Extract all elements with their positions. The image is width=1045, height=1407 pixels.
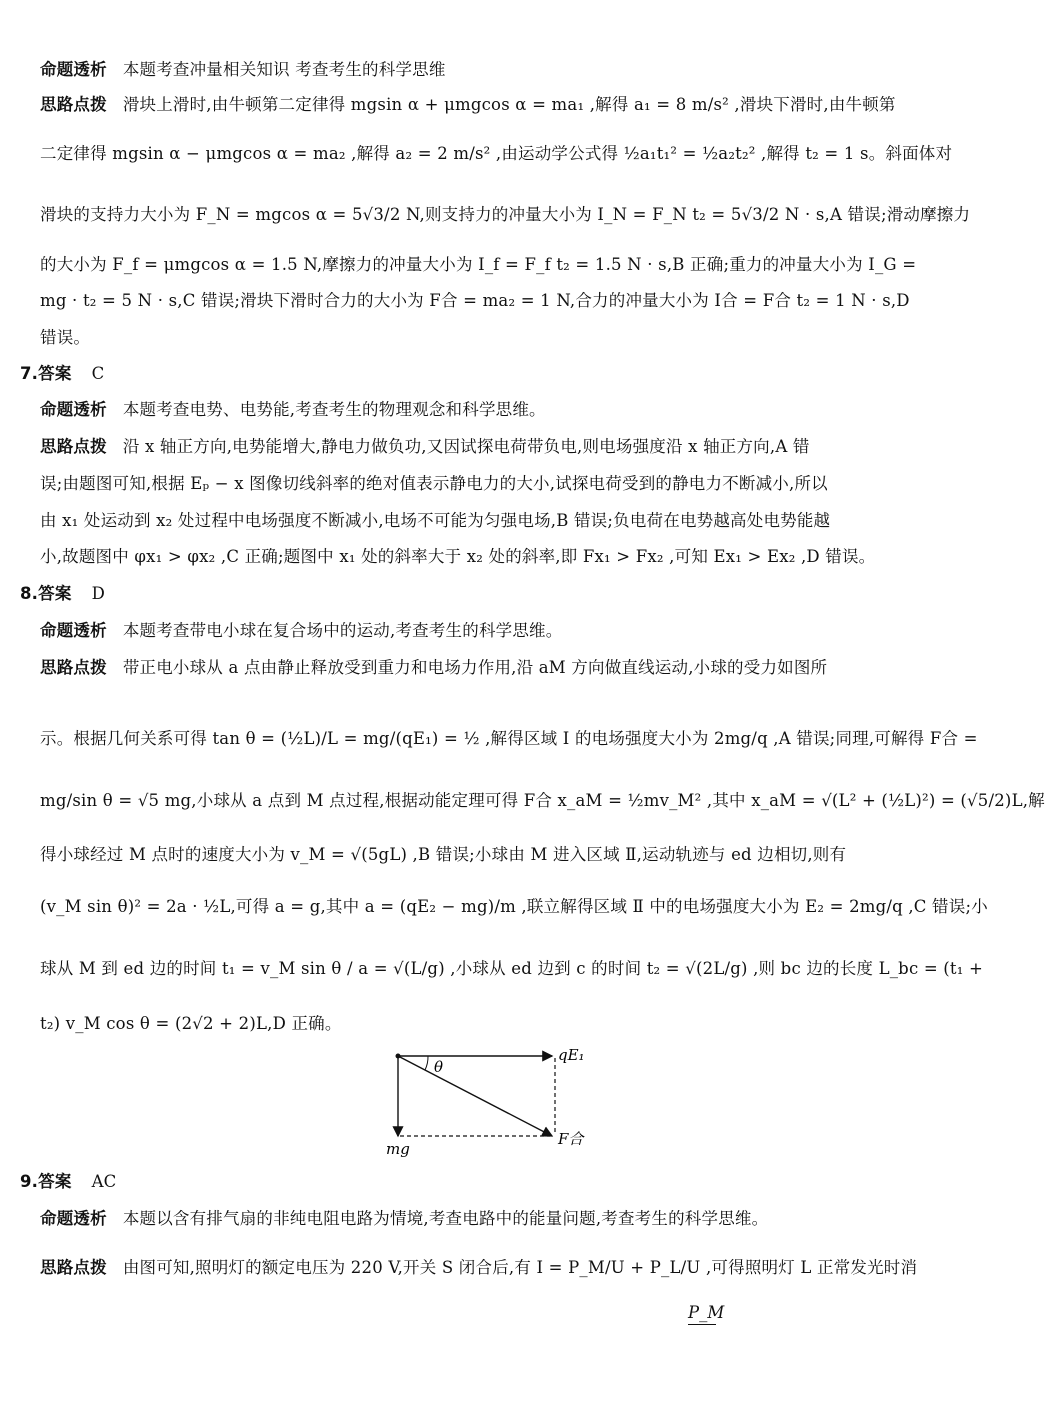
analysis-label: 命题透析: [40, 400, 107, 419]
q8-text-line: 示。根据几何关系可得 tan θ = (½L)/L = mg/(qE₁) = ½ ,解得区域 Ⅰ 的电场强度大小为 2mg/q ,A 错误;同理,可解得 F合 =: [40, 729, 978, 748]
electric-force-label: qE₁: [558, 1046, 585, 1064]
q9-answer-line: [20, 1170, 910, 1194]
q6-text-line: 滑块上滑时,由牛顿第二定律得 mgsin α + μmgcos α = ma₁ ,解得 a₁ = 8 m/s² ,滑块下滑时,由牛顿第: [122, 95, 896, 114]
q9-text-line: 由图可知,照明灯的额定电压为 220 V,开关 S 闭合后,有 I = P_M/U + P_L/U ,可得照明灯 L 正常发光时消: [122, 1258, 918, 1277]
q8-analysis-text: 本题考查带电小球在复合场中的运动,考查考生的科学思维。: [122, 621, 563, 640]
q8-answer: D: [91, 584, 105, 603]
q7-analysis-text: 本题考查电势、电势能,考查考生的物理观念和科学思维。: [122, 400, 546, 419]
q9-analysis-line: [40, 1207, 930, 1231]
q6-text-line: 的大小为 F_f = μmgcos α = 1.5 N,摩擦力的冲量大小为 I_f = F_f t₂ = 1.5 N · s,B 正确;重力的冲量大小为 I_G =: [40, 255, 917, 274]
angle-label: θ: [434, 1058, 444, 1076]
q7-analysis-line: [40, 398, 930, 422]
q9-answer: AC: [91, 1172, 117, 1191]
q9-number: 9.: [20, 1172, 39, 1191]
q7-number: 7.: [20, 364, 39, 383]
resultant-force-arrow: [398, 1056, 552, 1136]
gravity-label: mg: [386, 1140, 410, 1158]
hint-label: 思路点拨: [40, 437, 107, 456]
q9-hint-line: [40, 1256, 930, 1280]
hint-label: 思路点拨: [40, 95, 107, 114]
q6-text-line: 错误。: [40, 328, 91, 347]
q7-hint-line: [40, 435, 930, 459]
analysis-label: 命题透析: [40, 1209, 107, 1228]
answer-label: 答案: [38, 364, 72, 383]
q8-answer-line: [20, 582, 910, 606]
q8-text-line: (v_M sin θ)² = 2a · ½L,可得 a = g,其中 a = (qE₂ − mg)/m ,联立解得区域 Ⅱ 中的电场强度大小为 E₂ = 2mg/q ,C 错误;小: [40, 897, 988, 916]
q8-number: 8.: [20, 584, 39, 603]
answer-label: 答案: [38, 1172, 72, 1191]
hint-label: 思路点拨: [40, 658, 107, 677]
q6-text-line: 二定律得 mgsin α − μmgcos α = ma₂ ,解得 a₂ = 2 m/s² ,由运动学公式得 ½a₁t₁² = ½a₂t₂² ,解得 t₂ = 1 s。斜面体对: [40, 144, 953, 163]
q8-text-line: 球从 M 到 ed 边的时间 t₁ = v_M sin θ / a = √(L/g) ,小球从 ed 边到 c 的时间 t₂ = √(2L/g) ,则 bc 边的长度 L_bc = (t₁ +: [40, 959, 984, 978]
hint-label: 思路点拨: [40, 1258, 107, 1277]
q8-text-line: t₂) v_M cos θ = (2√2 + 2)L,D 正确。: [40, 1014, 342, 1033]
q6-text-line: 滑块的支持力大小为 F_N = mgcos α = 5√3/2 N,则支持力的冲量大小为 I_N = F_N t₂ = 5√3/2 N · s,A 错误;滑动摩擦力: [40, 205, 971, 224]
fraction-numerator: P_M: [688, 1302, 716, 1325]
q6-text-line: mg · t₂ = 5 N · s,C 错误;滑块下滑时合力的大小为 F合 = ma₂ = 1 N,合力的冲量大小为 I合 = F合 t₂ = 1 N · s,D: [40, 291, 910, 310]
q8-text-line: 得小球经过 M 点时的速度大小为 v_M = √(5gL) ,B 错误;小球由 M 进入区域 Ⅱ,运动轨迹与 ed 边相切,则有: [40, 845, 847, 864]
analysis-label: 命题透析: [40, 621, 107, 640]
angle-arc: [425, 1056, 428, 1070]
q6-hint-line: [40, 93, 930, 117]
q6-analysis-text: 本题考查冲量相关知识 考查考生的科学思维: [122, 60, 446, 79]
q6-analysis-line: [40, 58, 930, 82]
q7-text-line: 沿 x 轴正方向,电势能增大,静电力做负功,又因试探电荷带负电,则电场强度沿 x 轴正方向,A 错: [122, 437, 810, 456]
q7-text-line: 由 x₁ 处运动到 x₂ 处过程中电场强度不断减小,电场不可能为匀强电场,B 错误;负电荷在电势越高处电势能越: [40, 511, 831, 530]
q7-answer-line: [20, 362, 910, 386]
q7-answer: C: [91, 364, 105, 383]
q8-text-line: mg/sin θ = √5 mg,小球从 a 点到 M 点过程,根据动能定理可得 F合 x_aM = ½mv_M² ,其中 x_aM = √(L² + (½L)²) = (√5/2)L,解: [40, 791, 1045, 810]
q7-text-line: 小,故题图中 φx₁ > φx₂ ,C 正确;题图中 x₁ 处的斜率大于 x₂ 处的斜率,即 Fx₁ > Fx₂ ,可知 Ex₁ > Ex₂ ,D 错误。: [40, 547, 876, 566]
q8-text-line: 带正电小球从 a 点由静止释放受到重力和电场力作用,沿 aM 方向做直线运动,小球的受力如图所: [122, 658, 828, 677]
q9-analysis-text: 本题以含有排气扇的非纯电阻电路为情境,考查电路中的能量问题,考查考生的科学思维。: [122, 1209, 769, 1228]
force-diagram: [380, 1040, 610, 1160]
q8-analysis-line: [40, 619, 930, 643]
resultant-force-label: F合: [558, 1130, 584, 1148]
analysis-label: 命题透析: [40, 60, 107, 79]
q8-hint-line: [40, 656, 930, 680]
q7-text-line: 误;由题图可知,根据 Eₚ − x 图像切线斜率的绝对值表示静电力的大小,试探电荷受到的静电力不断减小,所以: [40, 474, 828, 493]
answer-label: 答案: [38, 584, 72, 603]
